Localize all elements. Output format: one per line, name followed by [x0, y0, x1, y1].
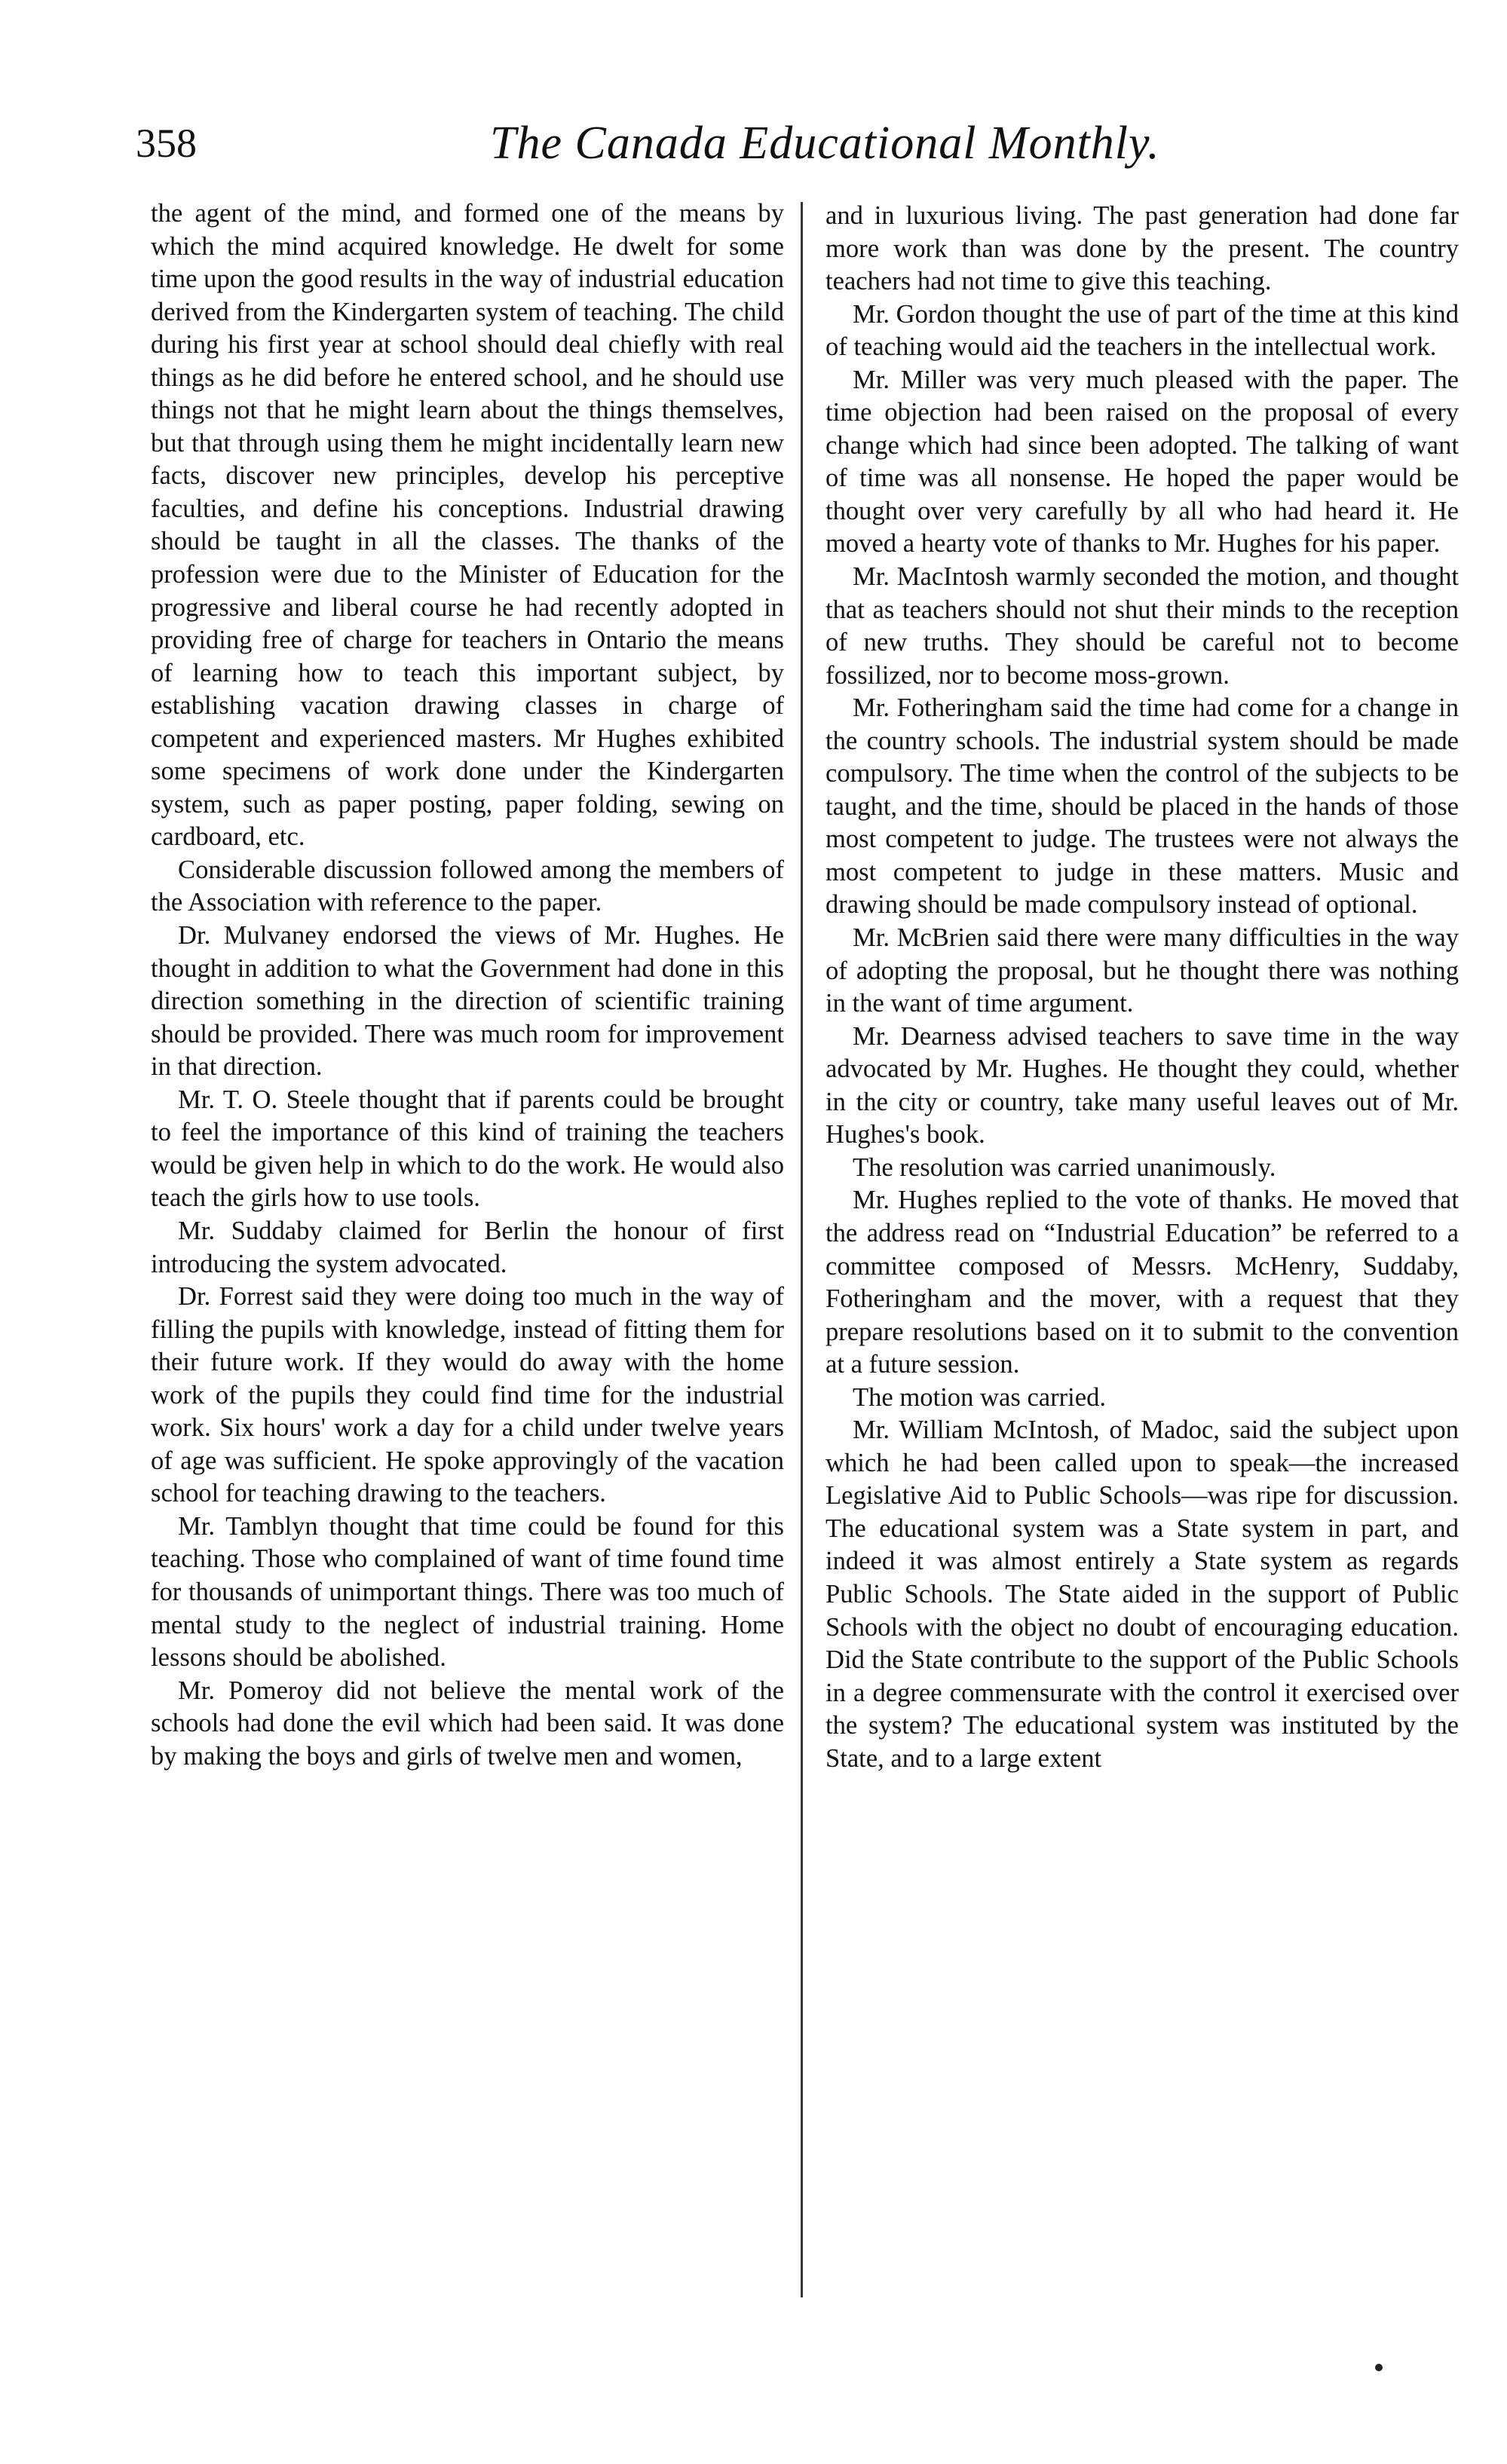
- paragraph: Dr. Forrest said they were doing too much in the way of filling the pupils with knowledge, instead of fitting them for their future work. If they would do away with the home work of the pupils they could find time for the industrial work. Six hours' work a day for a child under twelve years of age was sufficient. He spoke approvingly of the vacation school for teaching drawing to the teachers.: [151, 1282, 784, 1508]
- print-speck: [1375, 2364, 1383, 2371]
- paragraph: Mr. Fotheringham said the time had come for a change in the country schools. The industrial system should be made compulsory. The time when the control of the subjects to be taught, and the time, should be placed in the hands of those most competent to judge. The trustees were not always the most competent to judge in these matters. Music and drawing should be made compulsory instead of optional.: [825, 693, 1459, 920]
- journal-title: The Canada Educational Monthly.: [490, 118, 1160, 169]
- paragraph: Considerable discussion followed among the members of the Association with reference to the paper.: [151, 855, 784, 917]
- paragraph: Mr. MacIntosh warmly seconded the motion, and thought that as teachers should not shut their minds to the reception of new truths. They should be careful not to become fossilized, nor to become moss-grown.: [825, 562, 1459, 690]
- paragraph: and in luxurious living. The past generation had done far more work than was done by the present. The country teachers had not time to give this teaching.: [825, 201, 1459, 296]
- paragraph: Mr. Gordon thought the use of part of the time at this kind of teaching would aid the teachers in the intellectual work.: [825, 299, 1459, 362]
- left-column: [151, 197, 784, 1773]
- paragraph: The resolution was carried unanimously.: [853, 1152, 1276, 1182]
- paragraph: Mr. Dearness advised teachers to save time in the way advocated by Mr. Hughes. He thought they could, whether in the city or country, take many useful leaves out of Mr. Hughes's book.: [825, 1021, 1459, 1149]
- paragraph: Mr. Hughes replied to the vote of thanks. He moved that the address read on “Industrial Education” be referred to a committee composed of Messrs. McHenry, Suddaby, Fotheringham and the mover, with a request that they prepare resolutions based on it to submit to the convention at a future session.: [825, 1186, 1459, 1379]
- right-column: [825, 200, 1459, 1775]
- paragraph: Mr. Tamblyn thought that time could be found for this teaching. Those who complained of want of time found time for thousands of unimportant things. There was too much of mental study to the neglect of industrial training. Home lessons should be abolished.: [151, 1511, 784, 1673]
- running-head: [136, 113, 1402, 173]
- paragraph: Mr. McBrien said there were many difficulties in the way of adopting the proposal, but he thought there was nothing in the want of time argument.: [825, 923, 1459, 1018]
- paragraph: Mr. Pomeroy did not believe the mental work of the schools had done the evil which had been said. It was done by making the boys and girls of twelve men and women,: [151, 1676, 784, 1771]
- paragraph: Mr. T. O. Steele thought that if parents could be brought to feel the importance of this kind of training the teachers would be given help in which to do the work. He would also teach the girls how to use tools.: [151, 1085, 784, 1213]
- paragraph: the agent of the mind, and formed one of the means by which the mind acquired knowledge. He dwelt for some time upon the good results in the way of industrial education derived from the Kindergarten system of teaching. The child during his first year at school should deal chiefly with real things as he did before he entered school, and he should use things not that he might learn about the things themselves, but that through using them he might incidentally learn new facts, discover new principles, develop his perceptive faculties, and define his conceptions. Industrial drawing should be taught in all the classes. The thanks of the profession were due to the Minister of Education for the progressive and liberal course he had recently adopted in providing free of charge for teachers in Ontario the means of learning how to teach this important subject, by establishing vacation drawing classes in charge of competent and experienced masters. Mr Hughes exhibited some specimens of work done under the Kindergarten system, such as paper posting, paper folding, sewing on cardboard, etc.: [151, 199, 784, 852]
- paragraph: The motion was carried.: [853, 1382, 1107, 1412]
- column-divider: [801, 202, 803, 2297]
- paragraph: Dr. Mulvaney endorsed the views of Mr. Hughes. He thought in addition to what the Government had done in this direction something in the direction of scientific training should be provided. There was much room for improvement in that direction.: [151, 921, 784, 1082]
- page-number: 358: [136, 121, 197, 166]
- paragraph: Mr. Miller was very much pleased with the paper. The time objection had been raised on the proposal of every change which had since been adopted. The talking of want of time was all nonsense. He hoped the paper would be thought over very carefully by all who had heard it. He moved a hearty vote of thanks to Mr. Hughes for his paper.: [825, 365, 1459, 559]
- paragraph: Mr. Suddaby claimed for Berlin the honour of first introducing the system advocated.: [151, 1216, 784, 1278]
- paragraph: Mr. William McIntosh, of Madoc, said the subject upon which he had been called upon to speak—the increased Legislative Aid to Public Schools—was ripe for discussion. The educational system was a State system in part, and indeed it was almost entirely a State system as regards Public Schools. The State aided in the support of Public Schools with the object no doubt of encouraging education. Did the State contribute to the support of the Public Schools in a degree commensurate with the control it exercised over the system? The educational system was instituted by the State, and to a large extent: [825, 1416, 1459, 1773]
